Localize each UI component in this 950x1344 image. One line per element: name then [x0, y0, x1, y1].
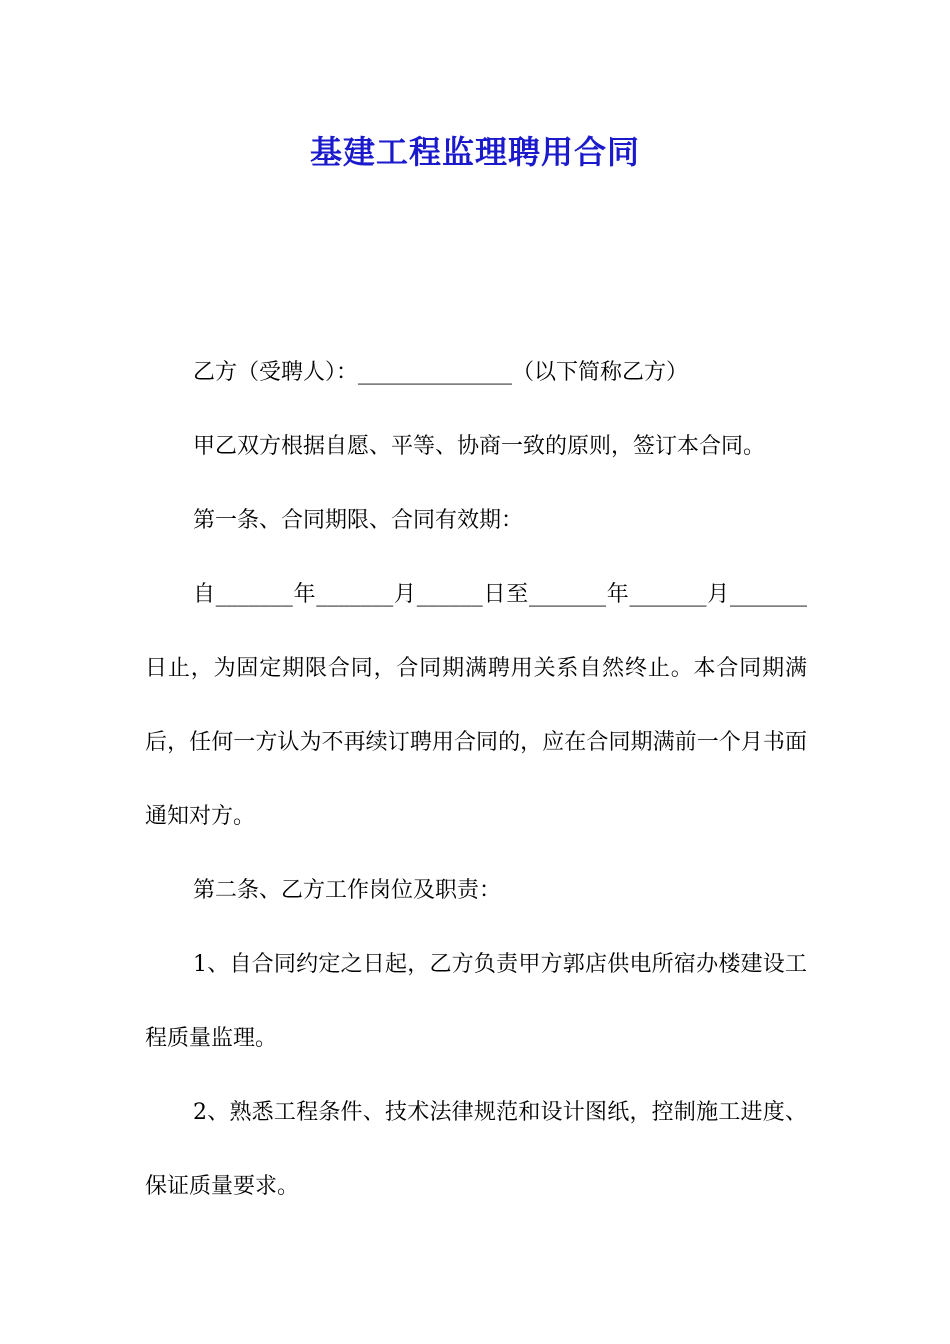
- document-body: [145, 336, 807, 1224]
- article-2-heading: 第二条、乙方工作岗位及职责：: [193, 878, 502, 903]
- preamble-paragraph: 甲乙双方根据自愿、平等、协商一致的原则，签订本合同。: [193, 434, 766, 459]
- duty-item-1: 1、自合同约定之日起，乙方负责甲方郭店供电所宿办楼建设工程质量监理。: [145, 952, 807, 1051]
- article-1-term-paragraph: 自_______年_______月______日至_______年_______月_______日止，为固定期限合同，合同期满聘用关系自然终止。本合同期满后，任何一方认为不再续订聘用合同的，应在合同期满前一个月书面通知对方。: [145, 582, 807, 829]
- party-b-line: 乙方（受聘人）：______________（以下简称乙方）: [193, 360, 689, 385]
- document-title: 基建工程监理聘用合同: [309, 133, 640, 171]
- duty-item-2: 2、熟悉工程条件、技术法律规范和设计图纸，控制施工进度、保证质量要求。: [145, 1100, 807, 1199]
- article-1-heading: 第一条、合同期限、合同有效期：: [193, 508, 524, 533]
